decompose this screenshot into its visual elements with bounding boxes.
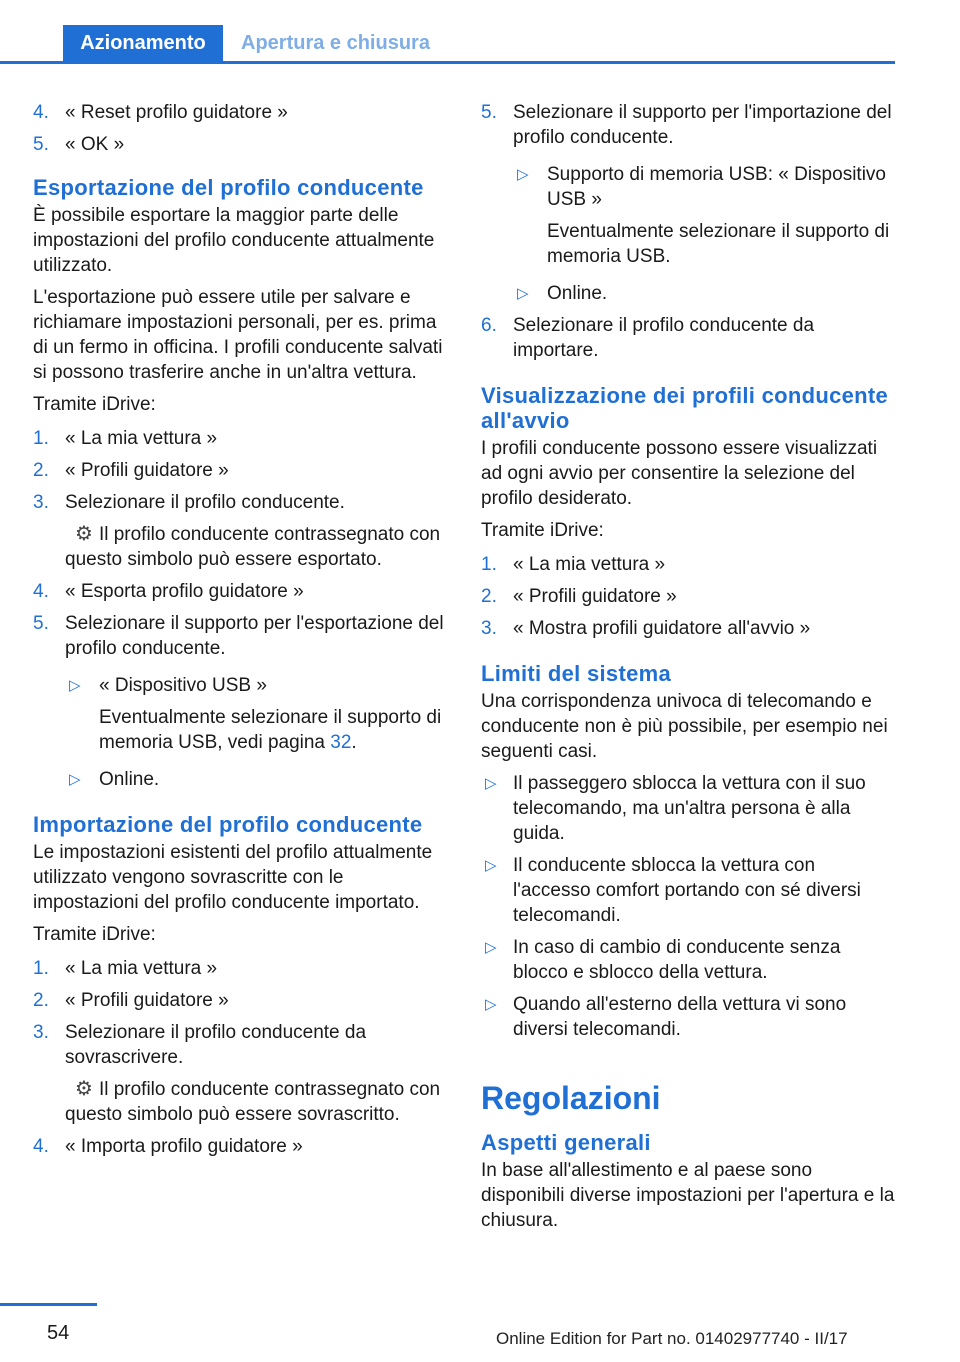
gear-icon: ⚙	[75, 523, 93, 545]
list-number: 4.	[33, 1136, 49, 1157]
list-item	[33, 426, 445, 451]
list-number: 5.	[33, 134, 49, 155]
list-number: 6.	[481, 315, 497, 336]
list-item	[33, 988, 445, 1013]
list-item	[481, 552, 897, 577]
chapter-heading-regolazioni: Regolazioni	[481, 1080, 661, 1116]
section-heading-display: Visualizzazione dei profili conducente all'avvio	[481, 383, 889, 433]
note-text: Il profilo conducente contrassegnato con questo simbolo può essere sovrascritto.	[65, 1079, 441, 1125]
footer-rule	[0, 1303, 97, 1306]
list-item	[33, 611, 445, 661]
list-text: Selezionare il profilo conducente.	[65, 492, 345, 513]
list-text: Selezionare il supporto per l'esportazione del profilo conducente.	[65, 613, 444, 659]
bullet-item	[513, 281, 897, 306]
bullet-item	[481, 935, 897, 985]
list-item	[33, 1134, 445, 1159]
list-text: « Profili guidatore »	[65, 990, 229, 1011]
list-number: 1.	[481, 554, 497, 575]
bullet-text: In caso di cambio di conducente senza blocco e sblocco della vettura.	[513, 937, 841, 983]
symbol-note	[65, 1077, 445, 1127]
left-column	[33, 100, 445, 1166]
list-number: 3.	[33, 492, 49, 513]
paragraph: Tramite iDrive:	[481, 520, 604, 541]
list-text: « Mostra profili guidatore all'avvio »	[513, 618, 811, 639]
gear-icon: ⚙	[75, 1078, 93, 1100]
bullet-text: Il conducente sblocca la vettura con l'accesso comfort portando con sé diversi telecomandi.	[513, 855, 861, 926]
list-item	[481, 313, 897, 363]
page-number: 54	[47, 1322, 70, 1344]
bullet-item	[65, 767, 445, 792]
paragraph: In base all'allestimento e al paese sono disponibili diverse impostazioni per l'apertura e la chiusura.	[481, 1160, 895, 1231]
header-tabbar	[0, 25, 895, 64]
section-heading-export: Esportazione del profilo conducente	[33, 175, 424, 200]
list-item	[33, 1020, 445, 1070]
bullet-item	[481, 992, 897, 1042]
list-text: « Importa profilo guidatore »	[65, 1136, 303, 1157]
list-text: « Profili guidatore »	[65, 460, 229, 481]
bullet-text: Online.	[547, 283, 608, 304]
list-text: « La mia vettura »	[513, 554, 666, 575]
paragraph: I profili conducente possono essere visualizzati ad ogni avvio per consentire la selezione del profilo desiderato.	[481, 438, 878, 509]
list-text: « OK »	[65, 134, 125, 155]
bullet-text: Il passeggero sblocca la vettura con il suo telecomando, ma un'altra persona è alla guida.	[513, 773, 866, 844]
list-number: 2.	[33, 990, 49, 1011]
list-item	[33, 490, 445, 515]
list-text: « Reset profilo guidatore »	[65, 102, 288, 123]
list-item	[481, 584, 897, 609]
bullet-item	[481, 853, 897, 928]
triangle-bullet-icon: ▷	[485, 857, 497, 874]
bullet-text: Quando all'esterno della vettura vi sono diversi telecomandi.	[513, 994, 847, 1040]
list-number: 4.	[33, 581, 49, 602]
list-item	[33, 579, 445, 604]
list-item	[33, 132, 445, 157]
list-item	[33, 956, 445, 981]
list-number: 5.	[481, 102, 497, 123]
list-text: « Esporta profilo guidatore »	[65, 581, 304, 602]
bullet-text: Supporto di memoria USB: « Dispositivo USB »	[547, 164, 886, 210]
bullet-note: Eventualmente selezionare il supporto di memoria USB.	[547, 221, 890, 267]
list-item	[33, 100, 445, 125]
list-text: « La mia vettura »	[65, 428, 218, 449]
section-heading-limits: Limiti del sistema	[481, 661, 672, 686]
paragraph: L'esportazione può essere utile per salvare e richiamare impostazioni personali, per es. prima di un fermo in officina. I profili conducente salvati si possono trasferire anche in un'altra vettura.	[33, 287, 443, 383]
edition-footer: Online Edition for Part no. 01402977740 - II/17	[496, 1329, 848, 1348]
triangle-bullet-icon: ▷	[485, 996, 497, 1013]
paragraph: Tramite iDrive:	[33, 924, 156, 945]
list-text: « Profili guidatore »	[513, 586, 677, 607]
bullet-text: Online.	[99, 769, 160, 790]
triangle-bullet-icon: ▷	[69, 677, 81, 694]
triangle-bullet-icon: ▷	[517, 166, 529, 183]
note-text: Il profilo conducente contrassegnato con questo simbolo può essere esportato.	[65, 524, 441, 570]
note-period: .	[351, 732, 357, 753]
list-item	[481, 616, 897, 641]
bullet-item	[481, 771, 897, 846]
list-number: 3.	[481, 618, 497, 639]
list-number: 1.	[33, 958, 49, 979]
list-item	[33, 458, 445, 483]
triangle-bullet-icon: ▷	[485, 939, 497, 956]
page-link[interactable]: 32	[330, 732, 352, 753]
list-number: 2.	[481, 586, 497, 607]
paragraph: È possibile esportare la maggior parte delle impostazioni del profilo conducente attualmente utilizzato.	[33, 205, 435, 276]
list-number: 5.	[33, 613, 49, 634]
list-text: Selezionare il supporto per l'importazione del profilo conducente.	[513, 102, 892, 148]
tab-azionamento[interactable]: Azionamento	[63, 25, 223, 61]
list-text: Selezionare il profilo conducente da importare.	[513, 315, 815, 361]
paragraph: Le impostazioni esistenti del profilo attualmente utilizzato vengono sovrascritte con le impostazioni del profilo conducente importato.	[33, 842, 433, 913]
triangle-bullet-icon: ▷	[485, 775, 497, 792]
bullet-text: « Dispositivo USB »	[99, 675, 267, 696]
list-item	[481, 100, 897, 150]
note-text: Eventualmente selezionare il supporto di memoria USB, vedi pagina	[99, 707, 442, 753]
section-heading-import: Importazione del profilo conducente	[33, 812, 423, 837]
triangle-bullet-icon: ▷	[69, 771, 81, 788]
list-number: 2.	[33, 460, 49, 481]
section-heading-general: Aspetti generali	[481, 1130, 651, 1155]
list-text: Selezionare il profilo conducente da sovrascrivere.	[65, 1022, 367, 1068]
paragraph: Una corrispondenza univoca di telecomando e conducente non è più possibile, per esempio nei seguenti casi.	[481, 691, 888, 762]
list-number: 4.	[33, 102, 49, 123]
list-number: 1.	[33, 428, 49, 449]
symbol-note	[65, 522, 445, 572]
list-number: 3.	[33, 1022, 49, 1043]
right-column	[481, 100, 897, 1240]
bullet-note	[99, 705, 445, 755]
tab-apertura-chiusura[interactable]: Apertura e chiusura	[241, 32, 430, 54]
triangle-bullet-icon: ▷	[517, 285, 529, 302]
list-text: « La mia vettura »	[65, 958, 218, 979]
bullet-item	[65, 673, 445, 755]
bullet-item	[513, 162, 897, 269]
paragraph: Tramite iDrive:	[33, 394, 156, 415]
